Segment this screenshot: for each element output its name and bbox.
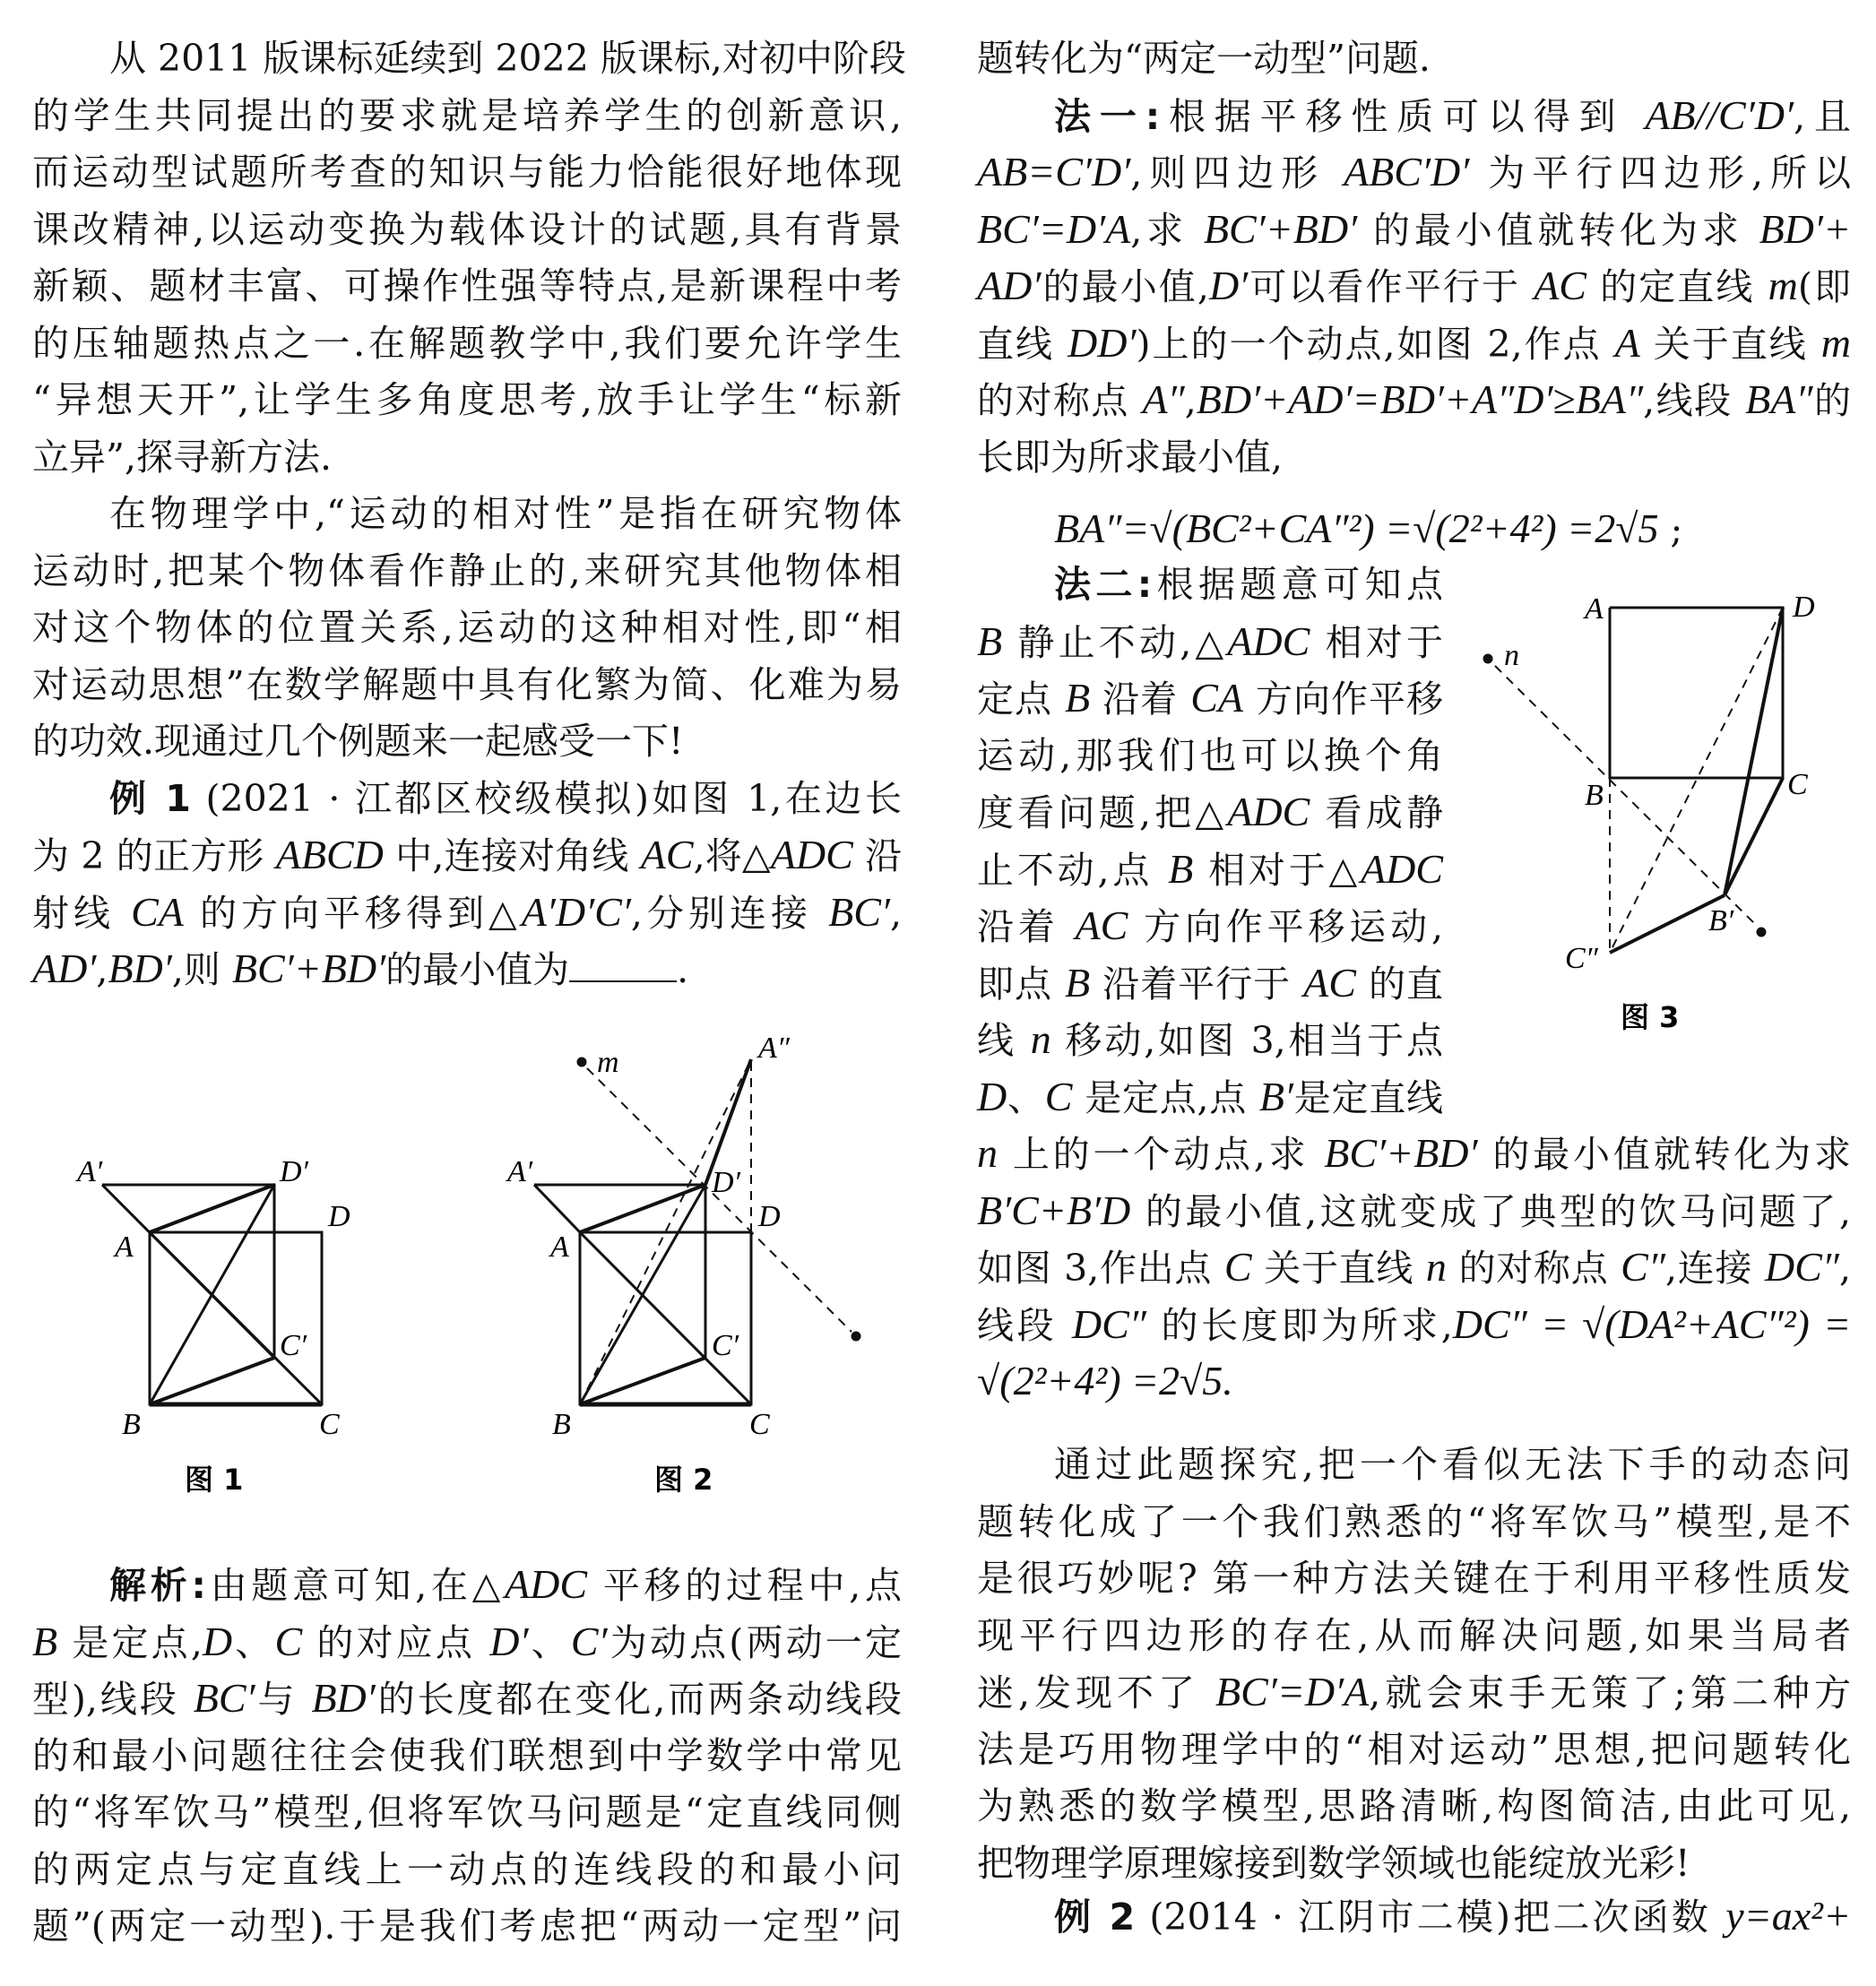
- text-segment: 长即为所求最小值,: [977, 435, 1284, 479]
- text-segment: 题转化成了一个我们熟悉的“将军饮马”模型,是不: [977, 1499, 1851, 1543]
- text-segment: 是定直线: [1292, 1075, 1443, 1119]
- text-segment: 根据平移性质可以得到: [1160, 94, 1646, 138]
- fig1-BC1: [150, 1358, 274, 1404]
- text-segment: 是很巧妙呢? 第一种方法关键在于利用平移性质发: [977, 1557, 1851, 1600]
- fig2-label-m: m: [597, 1046, 619, 1079]
- text-segment: 的最小值为: [385, 948, 570, 991]
- fig1-label-D: D: [328, 1200, 350, 1233]
- text-segment: 新颖、题材丰富、可操作性强等特点,是新课程中考: [32, 264, 902, 307]
- text-segment: 的和最小问题往往会使我们联想到中学数学中常见: [32, 1733, 902, 1777]
- math-expression: D: [977, 1073, 1007, 1119]
- math-expression: ADC: [1227, 617, 1310, 664]
- text-segment: 在物理学中,“运动的相对性”是指在研究物体: [109, 492, 902, 535]
- text-segment: 的两定点与定直线上一动点的连线段的和最小问: [32, 1847, 902, 1891]
- text-segment: 立异”,探寻新方法.: [32, 435, 333, 479]
- math-expression: C″: [1621, 1244, 1665, 1290]
- text-segment: 由题意可知,在△: [205, 1564, 506, 1607]
- math-expression: AD′: [32, 946, 97, 991]
- text-segment: 的“将军饮马”模型,但将军饮马问题是“定直线同侧: [32, 1791, 902, 1834]
- fig3-DB1: [1725, 608, 1783, 895]
- math-expression: ABCD: [275, 832, 384, 877]
- fig3-line-n: [1495, 666, 1757, 926]
- math-expression: AB//C′D′: [1645, 91, 1794, 138]
- text-segment: 直线: [977, 322, 1068, 366]
- math-expression: ABC′D′: [1344, 149, 1470, 194]
- math-expression: DD′: [1068, 319, 1137, 366]
- fig1-label-C: C: [319, 1408, 340, 1441]
- text-segment: )上的一个动点,如图 2,作点: [1136, 322, 1615, 366]
- text-segment: 的学生共同提出的要求就是培养学生的创新意识,: [32, 93, 902, 137]
- math-expression: BD′+: [1759, 205, 1851, 252]
- fig3-end-dot: [1757, 928, 1766, 937]
- math-expression: BD′: [311, 1675, 376, 1721]
- text-segment: ,线段: [1643, 379, 1746, 422]
- figure-1: [102, 1185, 322, 1404]
- text-segment: 对运动思想”在数学解题中具有化繁为简、化难为易: [32, 662, 902, 706]
- math-expression: BC′=D′A: [977, 205, 1131, 252]
- bold-label: 法二:: [1054, 563, 1153, 606]
- fig3-label-n: n: [1504, 639, 1519, 672]
- fig2-line-m: [587, 1068, 852, 1332]
- text-segment: 可以看作平行于: [1248, 265, 1535, 308]
- math-expression: BC′=D′A: [1215, 1669, 1370, 1714]
- text-segment: 题”(两定一动型).于是我们考虑把“两动一定型”问: [32, 1904, 902, 1947]
- math-expression: AC: [640, 832, 694, 877]
- math-expression: D′: [489, 1618, 529, 1664]
- bold-label: 例 1: [109, 776, 191, 820]
- fig1-BD1: [150, 1185, 274, 1404]
- fig1-caption: 图 1: [185, 1463, 244, 1497]
- text-segment: 的长度都在变化,而两条动线段: [375, 1678, 902, 1721]
- text-segment: 关于直线: [1639, 322, 1821, 366]
- text-segment: 静止不动,△: [1002, 620, 1228, 664]
- text-segment: 而运动型试题所考查的知识与能力恰能很好地体现: [32, 151, 902, 194]
- math-expression: DC″: [1071, 1300, 1146, 1347]
- text-segment: 止不动,点: [977, 848, 1169, 892]
- math-expression: CA: [1190, 675, 1243, 721]
- math-expression: DC″: [1764, 1244, 1839, 1290]
- math-expression: BA″: [1745, 376, 1813, 422]
- fig3-label-C: C: [1787, 768, 1808, 801]
- fig3-C2B1: [1610, 895, 1725, 953]
- fig2-label-A1: A′: [507, 1155, 533, 1188]
- text-segment: 法是巧用物理学中的“相对运动”思想,把问题转化: [977, 1727, 1851, 1771]
- text-segment: 与: [255, 1678, 312, 1721]
- math-expression: ADC: [770, 832, 853, 877]
- text-segment: 通过此题探究,把一个看似无法下手的动态问: [1054, 1443, 1851, 1486]
- math-expression: BC′+BD′: [1203, 205, 1358, 252]
- text-segment: 中,连接对角线: [383, 834, 641, 877]
- text-segment: ,则四边形: [1130, 151, 1344, 194]
- fig3-label-B: B: [1585, 779, 1604, 812]
- math-expression: y=ax²+: [1725, 1893, 1851, 1939]
- math-expression: C: [274, 1618, 303, 1664]
- text-segment: 对这个物体的位置关系,运动的这种相对性,即“相: [32, 606, 902, 649]
- fig1-label-A1: A′: [77, 1155, 103, 1188]
- text-segment: 即点: [977, 962, 1066, 1006]
- text-segment: 线: [977, 1019, 1031, 1062]
- text-segment: 的: [1812, 379, 1851, 422]
- text-segment: 度看问题,把△: [977, 791, 1228, 834]
- math-expression: n: [977, 1130, 998, 1176]
- math-expression: BC′: [828, 888, 890, 935]
- text-segment: 相对于: [1310, 620, 1443, 664]
- text-segment: 的功效.现通过几个例题来一起感受一下!: [32, 720, 684, 763]
- math-expression: D′: [1208, 263, 1249, 308]
- text-segment: 型),线段: [32, 1678, 194, 1721]
- text-segment: 关于直线: [1251, 1247, 1426, 1290]
- math-expression: AC: [1534, 263, 1586, 308]
- figure-2: [534, 1058, 860, 1404]
- math-expression: CA: [131, 888, 184, 935]
- fig1-AD1: [150, 1185, 274, 1232]
- math-expression: BC′: [193, 1675, 255, 1721]
- text-segment: 的方向平移得到△: [183, 891, 522, 935]
- text-segment: (2021 · 江都区校级模拟)如图 1,在边长: [190, 776, 902, 820]
- text-segment: 根据题意可知点: [1152, 563, 1443, 606]
- fig2-AD1: [580, 1185, 705, 1232]
- text-segment: ,分别连接: [630, 891, 829, 935]
- fig3-CB1: [1725, 778, 1783, 895]
- fig1-segment-A1C1: [102, 1185, 274, 1358]
- text-segment: 沿着: [1090, 678, 1191, 721]
- text-segment: ,: [889, 891, 902, 935]
- math-expression: BA″=√(BC²+CA″²) =√(2²+4²) =2√5: [1054, 505, 1659, 551]
- fig2-m-dot: [577, 1058, 586, 1066]
- fig2-segment-A1A: [534, 1185, 580, 1232]
- text-segment: 是定点,点: [1072, 1075, 1259, 1119]
- text-segment: 如图 3,作出点: [977, 1247, 1224, 1290]
- text-segment: 的直: [1355, 962, 1443, 1006]
- text-segment: ,: [96, 948, 108, 991]
- fig3-square: [1610, 608, 1783, 778]
- text-segment: 为平行四边形,所以: [1469, 151, 1851, 194]
- text-segment: 的最小值,这就变成了典型的饮马问题了,: [1130, 1189, 1851, 1233]
- text-segment: ,连接: [1665, 1247, 1765, 1290]
- bold-label: 法一:: [1054, 94, 1161, 138]
- bold-label: 解析:: [109, 1564, 206, 1607]
- fig2-BD1: [580, 1185, 705, 1404]
- math-expression: A″: [1142, 376, 1185, 422]
- text-segment: ,: [1838, 1247, 1851, 1290]
- fig2-BC1: [580, 1358, 705, 1404]
- fig2-label-A2: A″: [758, 1032, 790, 1065]
- text-segment: 题转化为“两定一动型”问题.: [977, 37, 1431, 80]
- fig1-label-B: B: [122, 1408, 141, 1441]
- text-segment: ,就会束手无策了;第二种方: [1369, 1671, 1851, 1714]
- text-segment: 、: [232, 1620, 275, 1664]
- fig3-label-D: D: [1793, 591, 1815, 624]
- math-expression: AD′: [977, 263, 1042, 308]
- text-segment: 沿着: [977, 905, 1076, 948]
- text-segment: 上的一个动点,求: [998, 1133, 1325, 1176]
- fig2-label-D: D: [758, 1200, 781, 1233]
- math-expression: B′: [1258, 1073, 1293, 1119]
- figure-3: [1483, 608, 1783, 953]
- math-expression: BD′: [108, 946, 172, 991]
- fig3-label-B1: B′: [1708, 904, 1734, 937]
- fig2-label-C: C: [749, 1408, 770, 1441]
- fig3-DC2-dashed: [1610, 608, 1783, 953]
- fig2-end-dot: [852, 1332, 860, 1341]
- text-segment: 把物理学原理嫁接到数学领域也能绽放光彩!: [977, 1841, 1690, 1885]
- math-expression: AB=C′D′: [977, 149, 1131, 194]
- fig2-label-C1: C′: [712, 1329, 739, 1362]
- math-expression: C: [1223, 1244, 1252, 1290]
- math-expression: C′: [570, 1618, 608, 1664]
- math-expression: AC: [1075, 902, 1128, 948]
- text-segment: 的对应点: [302, 1620, 490, 1664]
- math-expression: n: [1425, 1244, 1447, 1290]
- math-expression: m: [1820, 319, 1851, 366]
- text-segment: ,则: [171, 948, 232, 991]
- text-segment: ,: [1184, 379, 1197, 422]
- text-segment: “异想天开”,让学生多角度思考,放手让学生“标新: [32, 378, 902, 421]
- fig2-label-B: B: [552, 1408, 571, 1441]
- math-expression: BC′+BD′: [231, 946, 386, 991]
- math-expression: √(2²+4²) =2√5.: [977, 1358, 1233, 1403]
- text-segment: ,将△: [693, 834, 771, 877]
- text-segment: 的定直线: [1586, 265, 1768, 308]
- math-expression: B: [1065, 959, 1091, 1006]
- math-expression: A′D′C′: [521, 888, 631, 935]
- text-segment: 现平行四边形的存在,从而解决问题,如果当局者: [977, 1613, 1851, 1657]
- math-expression: DC″ = √(DA²+AC″²) =: [1452, 1300, 1851, 1347]
- text-segment: ,求: [1130, 208, 1204, 252]
- fig2-label-A: A: [550, 1230, 569, 1264]
- math-expression: A: [1614, 319, 1640, 366]
- fig2-caption: 图 2: [654, 1463, 713, 1497]
- text-segment: 线段: [977, 1303, 1072, 1347]
- text-segment: 移动,如图 3,相当于点: [1050, 1019, 1443, 1062]
- text-segment: 相对于△: [1193, 848, 1361, 892]
- text-segment: 课改精神,以运动变换为载体设计的试题,具有背景: [32, 207, 902, 251]
- text-segment: ,且: [1794, 94, 1851, 138]
- math-expression: C: [1044, 1073, 1073, 1119]
- fig3-caption: 图 3: [1621, 1000, 1680, 1034]
- text-segment: 的最小值,: [1041, 265, 1209, 308]
- math-expression: AC: [1303, 959, 1356, 1006]
- text-segment: 的对称点: [1446, 1247, 1621, 1290]
- math-expression: BC′+BD′: [1324, 1130, 1478, 1176]
- math-expression: n: [1030, 1016, 1051, 1062]
- text-segment: 为 2 的正方形: [32, 834, 276, 877]
- text-segment: 的最小值就转化为求: [1477, 1133, 1851, 1176]
- fig3-label-C2: C″: [1565, 942, 1598, 975]
- math-expression: ADC: [1227, 789, 1310, 834]
- text-segment: 的对称点: [977, 379, 1143, 422]
- text-segment: 定点: [977, 678, 1066, 721]
- math-expression: B: [32, 1618, 58, 1664]
- bold-label: 例 2: [1054, 1895, 1136, 1939]
- text-segment: .: [677, 948, 689, 991]
- text-segment: 运动,那我们也可以换个角: [977, 733, 1443, 777]
- text-segment: 看成静: [1310, 791, 1443, 834]
- text-segment: 运动时,把某个物体看作静止的,来研究其他物体相: [32, 548, 902, 592]
- math-expression: ADC: [1360, 845, 1443, 892]
- text-segment: (即: [1797, 265, 1851, 308]
- math-expression: B′C+B′D: [977, 1187, 1131, 1233]
- text-segment: 沿着平行于: [1090, 962, 1304, 1006]
- text-segment: 的长度即为所求,: [1145, 1303, 1453, 1347]
- fig2-diagonal-AC: [580, 1232, 751, 1404]
- fig3-label-A: A: [1585, 592, 1604, 626]
- text-segment: 的最小值就转化为求: [1357, 208, 1759, 252]
- text-segment: 为熟悉的数学模型,思路清晰,构图简洁,由此可见,: [977, 1784, 1851, 1827]
- text-segment: 、: [1007, 1075, 1045, 1119]
- math-expression: B: [1065, 675, 1091, 721]
- text-segment: ;: [1658, 508, 1683, 551]
- math-expression: B: [977, 617, 1003, 664]
- text-segment: 迷,发现不了: [977, 1671, 1215, 1714]
- text-segment: 的压轴题热点之一.在解题教学中,我们要允许学生: [32, 321, 902, 365]
- math-expression: ADC: [505, 1561, 588, 1607]
- fig1-label-A: A: [115, 1230, 134, 1264]
- text-segment: 方向作平移运动,: [1128, 905, 1443, 948]
- text-segment: (2014 · 江阴市二模)把二次函数: [1135, 1895, 1726, 1939]
- text-segment: 平移的过程中,点: [587, 1564, 902, 1607]
- math-expression: m: [1768, 263, 1798, 308]
- fig1-label-C1: C′: [280, 1329, 307, 1362]
- fig1-label-D1: D′: [280, 1155, 308, 1188]
- text-segment: 从 2011 版课标延续到 2022 版课标,对初中阶段: [109, 37, 906, 80]
- fig2-label-D1: D′: [712, 1166, 740, 1199]
- math-expression: BD′+AD′=BD′+A″D′≥BA″: [1196, 376, 1644, 422]
- text-segment: 是定点,: [57, 1620, 203, 1664]
- math-expression: B: [1168, 845, 1194, 892]
- text-segment: 沿: [852, 834, 902, 877]
- text-segment: 为动点(两动一定: [607, 1620, 902, 1664]
- math-expression: D: [202, 1618, 233, 1664]
- text-segment: 、: [528, 1620, 571, 1664]
- fig3-n-dot: [1483, 654, 1492, 663]
- text-segment: 射线: [32, 891, 132, 935]
- text-segment: 方向作平移: [1242, 678, 1443, 721]
